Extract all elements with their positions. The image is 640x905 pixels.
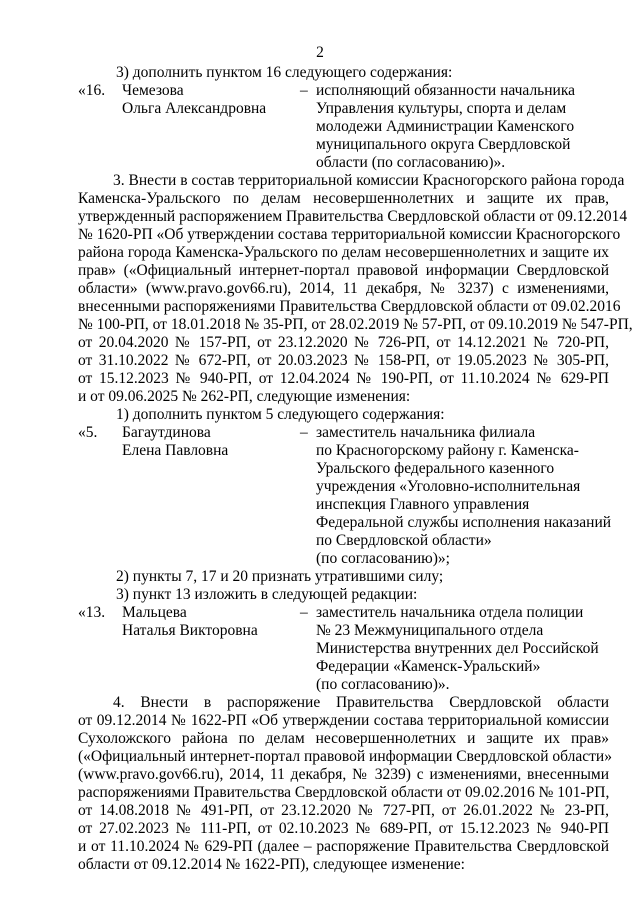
paragraph-line: прав» («Официальный интернет-портал правовой информации Свердловской	[78, 262, 609, 279]
position-line: муниципального округа Свердловской	[316, 136, 571, 153]
paragraph-line: от 20.04.2020 № 157-РП, от 23.12.2020 № 726-РП, от 14.12.2021 № 720-РП,	[78, 334, 609, 351]
position-line: Уральского федерального казенного	[316, 460, 555, 477]
paragraph-line: области от 09.12.2014 № 1622-РП), следующее изменение:	[78, 856, 465, 873]
paragraph-line: (www.pravo.gov66.ru), 2014, 11 декабря, № 3239) с изменениями, внесенными	[78, 766, 609, 783]
position-line: Федерации «Каменск-Уральский»	[316, 658, 541, 675]
paragraph-line: 3. Внести в состав территориальной комиссии Красногорского района города	[113, 172, 625, 189]
paragraph-line: утвержденный распоряжением Правительства Свердловской области от 09.12.2014	[78, 208, 628, 225]
entry-number: «16.	[78, 82, 106, 99]
paragraph-line: Сухоложского района по делам несовершеннолетних и защите их прав»	[78, 730, 609, 747]
paragraph-line: распоряжениями Правительства Свердловской области от 09.02.2016 № 101-РП,	[78, 784, 610, 801]
paragraph-line: от 14.08.2018 № 491-РП, от 23.12.2020 № 727-РП, от 26.01.2022 № 23-РП,	[78, 802, 609, 819]
position-line: области (по согласованию)».	[316, 154, 506, 171]
dash: –	[300, 604, 308, 621]
position-line: молодежи Администрации Каменского	[316, 118, 575, 135]
person-given-names: Наталья Викторовна	[122, 622, 258, 639]
paragraph-line: от 27.02.2023 № 111-РП, от 02.10.2023 № 689-РП, от 15.12.2023 № 940-РП	[78, 820, 609, 837]
entry-number: «5.	[78, 424, 98, 441]
position-line: инспекция Главного управления	[316, 496, 530, 513]
position-line: по Красногорскому району г. Каменска-	[316, 442, 579, 459]
position-line: заместитель начальника филиала	[316, 424, 536, 441]
sub-item-1: 1) дополнить пунктом 5 следующего содержания:	[116, 406, 445, 423]
dash: –	[300, 424, 308, 441]
paragraph-line: от 31.10.2022 № 672-РП, от 20.03.2023 № 158-РП, от 19.05.2023 № 305-РП,	[78, 352, 609, 369]
position-line: (по согласованию)».	[316, 676, 450, 693]
paragraph-line: района города Каменска-Уральского по делам несовершеннолетних и защите их	[78, 244, 609, 261]
paragraph-line: и от 11.10.2024 № 629-РП (далее – распоряжение Правительства Свердловской	[78, 838, 609, 855]
paragraph-line: № 1620-РП «Об утверждении состава территориальной комиссии Красногорского	[78, 226, 621, 243]
position-line: (по согласованию)»;	[316, 550, 450, 567]
person-surname: Чемезова	[122, 82, 184, 99]
paragraph-line: («Официальный интернет-портал правовой информации Свердловской области»	[78, 748, 612, 765]
page-number: 2	[316, 44, 324, 61]
position-line: заместитель начальника отдела полиции	[316, 604, 584, 621]
sub-item-2: 2) пункты 7, 17 и 20 признать утратившими силу;	[116, 568, 444, 585]
paragraph-line: Каменска-Уральского по делам несовершеннолетних и защите их прав,	[78, 190, 609, 207]
position-line: Министерства внутренних дел Российской	[316, 640, 599, 657]
paragraph-line: № 100-РП, от 18.01.2018 № 35-РП, от 28.02.2019 № 57-РП, от 09.10.2019 № 547-РП,	[78, 316, 633, 333]
paragraph-line: 4. Внести в распоряжение Правительства Свердловской области	[113, 694, 609, 711]
paragraph-line: области» (www.pravo.gov66.ru), 2014, 11 декабря, № 3237) с изменениями,	[78, 280, 609, 297]
position-line: № 23 Межмуниципального отдела	[316, 622, 544, 639]
paragraph-line: внесенными распоряжениями Правительства Свердловской области от 09.02.2016	[78, 298, 621, 315]
sub-item-3: 3) пункт 13 изложить в следующей редакции:	[116, 586, 418, 603]
person-given-names: Елена Павловна	[122, 442, 229, 459]
position-line: Управления культуры, спорта и делам	[316, 100, 567, 117]
position-line: по Свердловской области»	[316, 532, 492, 549]
paragraph-line: и от 09.06.2025 № 262-РП, следующие изменения:	[78, 388, 411, 405]
person-given-names: Ольга Александровна	[122, 100, 267, 117]
entry-number: «13.	[78, 604, 106, 621]
person-surname: Багаутдинова	[122, 424, 211, 441]
paragraph-line: от 15.12.2023 № 940-РП, от 12.04.2024 № 190-РП, от 11.10.2024 № 629-РП	[78, 370, 609, 387]
person-surname: Мальцева	[122, 604, 187, 621]
dash: –	[300, 82, 308, 99]
position-line: учреждения «Уголовно-исполнительная	[316, 478, 581, 495]
position-line: Федеральной службы исполнения наказаний	[316, 514, 612, 531]
position-line: исполняющий обязанности начальника	[316, 82, 576, 99]
item-3-intro: 3) дополнить пунктом 16 следующего содержания:	[116, 64, 453, 81]
paragraph-line: от 09.12.2014 № 1622-РП «Об утверждении состава территориальной комиссии	[78, 712, 609, 729]
